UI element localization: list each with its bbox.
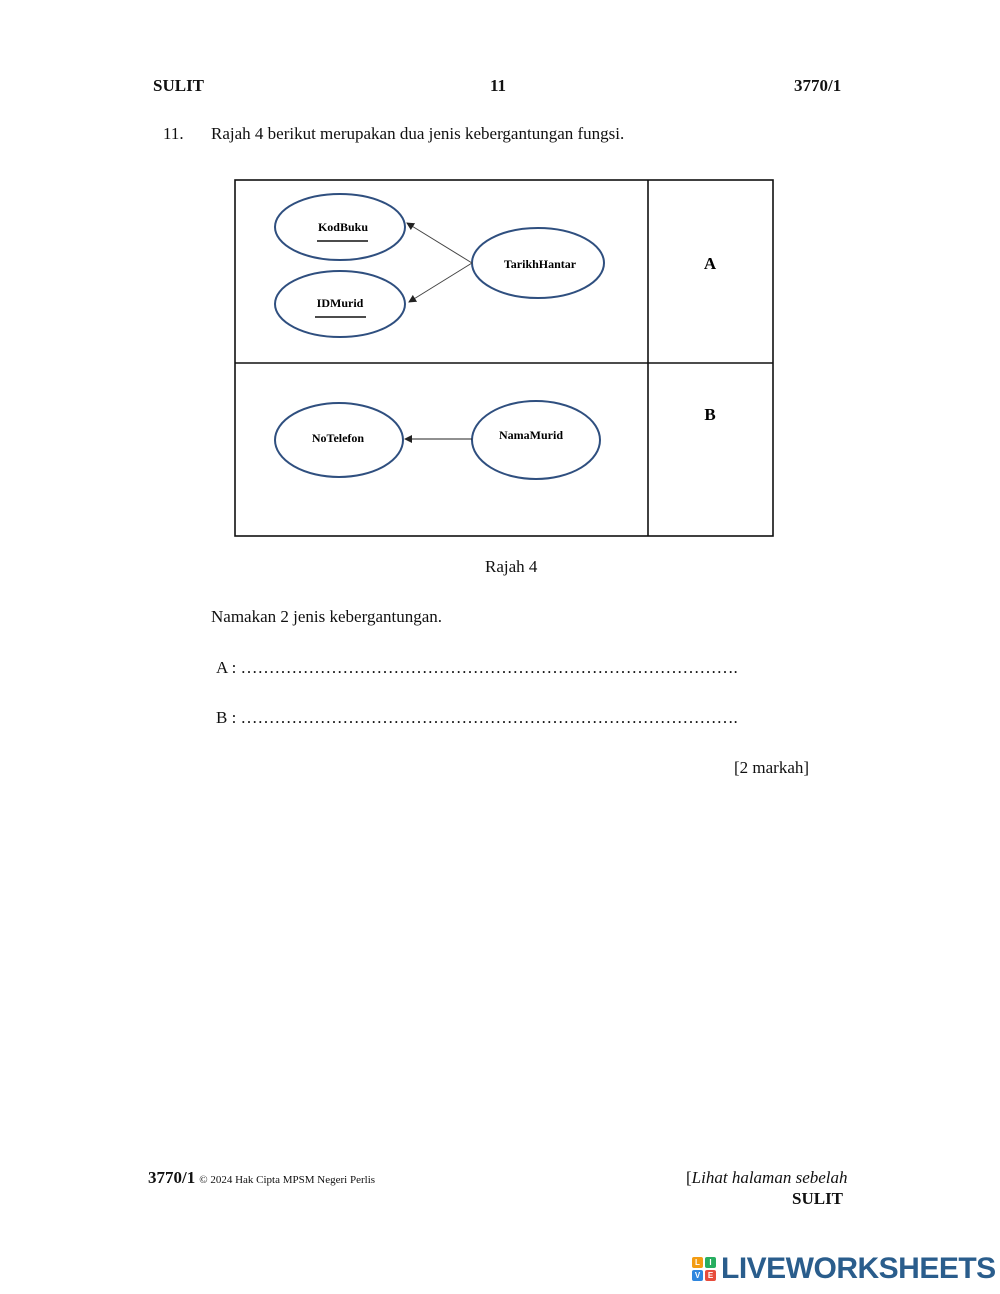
instruction-text: Namakan 2 jenis kebergantungan. — [211, 607, 443, 626]
arrow-to-idmurid — [409, 263, 472, 302]
node-namamurid: NamaMurid — [499, 428, 563, 442]
node-notelefon: NoTelefon — [311, 431, 365, 445]
dependency-diagram — [234, 179, 774, 537]
footer-next-page-text: Lihat halaman sebelah — [691, 1168, 848, 1187]
header-left: SULIT — [153, 76, 205, 95]
node-kodbuku: KodBuku — [317, 220, 369, 234]
answer-line-b[interactable]: B : ……………………………………………………………………………. — [216, 708, 738, 727]
node-tarikhhantar: TarikhHantar — [503, 257, 577, 271]
answer-line-a[interactable]: A : ……………………………………………………………………………. — [216, 658, 738, 677]
footer-sulit: SULIT — [792, 1189, 844, 1208]
page-number: 11 — [490, 76, 507, 95]
arrow-to-kodbuku — [407, 223, 472, 263]
logo-block-v: V — [692, 1270, 703, 1281]
row-label-a: A — [703, 254, 717, 273]
logo-block-e: E — [705, 1270, 716, 1281]
footer-code: 3770/1 — [148, 1168, 196, 1187]
footer-left — [148, 1168, 375, 1188]
diagram-caption: Rajah 4 — [485, 557, 538, 576]
logo-text: LIVEWORKSHEETS — [721, 1252, 996, 1285]
question-number: 11. — [163, 124, 184, 143]
bracket-glyph: [ — [686, 1168, 692, 1187]
question-text: Rajah 4 berikut merupakan dua jenis kebergantungan fungsi. — [211, 124, 625, 143]
footer-next-page — [686, 1168, 848, 1188]
logo-blocks-icon — [692, 1257, 716, 1281]
header-code: 3770/1 — [794, 76, 842, 95]
row-label-b: B — [704, 405, 716, 424]
footer-copyright: © 2024 Hak Cipta MPSM Negeri Perlis — [199, 1174, 376, 1186]
node-idmurid: IDMurid — [316, 296, 364, 310]
marks-label: [2 markah] — [734, 758, 810, 777]
logo-block-l: L — [692, 1257, 703, 1268]
logo-block-i: I — [705, 1257, 716, 1268]
liveworksheets-logo — [692, 1254, 996, 1284]
